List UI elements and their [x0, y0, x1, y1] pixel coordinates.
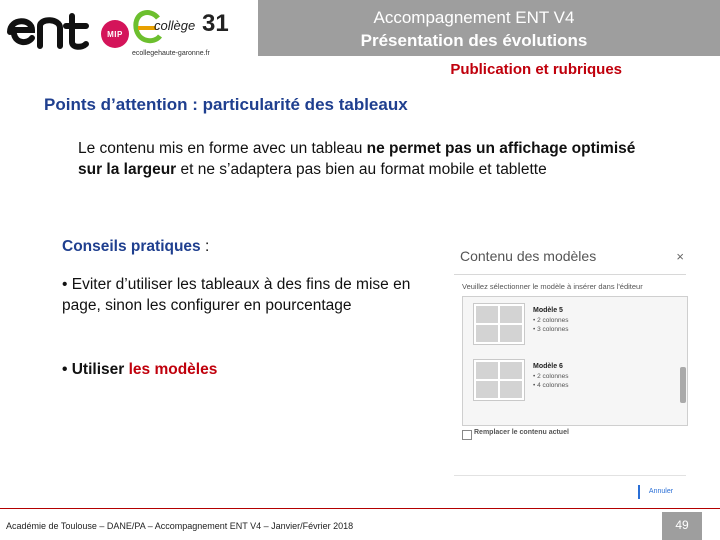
body-paragraph: Le contenu mis en forme avec un tableau ne permet pas un affichage optimisé sur la largeur et ne s’adaptera pas bien au format mobile et tablette	[78, 140, 636, 178]
templates-dialog	[450, 240, 692, 510]
ent-logo	[6, 10, 98, 54]
page-number: 49	[662, 512, 702, 540]
template-desc: • 4 colonnes	[533, 382, 569, 389]
header-title-line1: Accompagnement ENT V4	[373, 8, 575, 27]
bullet-avoid-tables: • Eviter d’utiliser les tableaux à des fins de mise en page, sinon les configurer en pourcentage	[62, 276, 411, 314]
mip-logo: MIP	[101, 20, 129, 48]
template-name: Modèle 6	[533, 363, 563, 370]
template-item[interactable]	[473, 303, 673, 353]
dialog-divider	[454, 274, 686, 275]
templates-link: les modèles	[128, 361, 218, 378]
dialog-instruction: Veuillez sélectionner le modèle à insérer dans l'éditeur	[462, 282, 643, 291]
dialog-divider	[454, 475, 686, 476]
replace-content-label: Remplacer le contenu actuel	[474, 429, 569, 436]
close-icon[interactable]: ×	[676, 249, 684, 264]
footer-text: Académie de Toulouse – DANE/PA – Accompagnement ENT V4 – Janvier/Février 2018	[6, 521, 354, 531]
header-banner	[258, 0, 720, 56]
conseils-heading: Conseils pratiques :	[62, 238, 210, 255]
college-logo: collège 31 ecollegehaute-garonne.fr	[132, 10, 229, 57]
list-scrollbar[interactable]	[680, 367, 686, 403]
footer-divider	[0, 508, 720, 509]
template-item[interactable]	[473, 359, 673, 409]
bullet-use-templates: • Utiliser les modèles	[62, 361, 218, 378]
template-thumbnail	[473, 303, 525, 345]
page-heading: Points d’attention : particularité des tableaux	[44, 95, 408, 114]
template-list[interactable]	[462, 296, 688, 426]
template-thumbnail	[473, 359, 525, 401]
template-desc: • 2 colonnes	[533, 373, 569, 380]
header-title-line2: Présentation des évolutions	[360, 31, 588, 50]
logo-band	[0, 0, 258, 70]
dialog-title: Contenu des modèles	[460, 248, 597, 264]
replace-content-checkbox[interactable]	[462, 430, 472, 440]
template-desc: • 3 colonnes	[533, 326, 569, 333]
section-label: Publication et rubriques	[450, 61, 622, 78]
cancel-button[interactable]: Annuler	[638, 485, 682, 499]
template-desc: • 2 colonnes	[533, 317, 569, 324]
template-name: Modèle 5	[533, 307, 563, 314]
